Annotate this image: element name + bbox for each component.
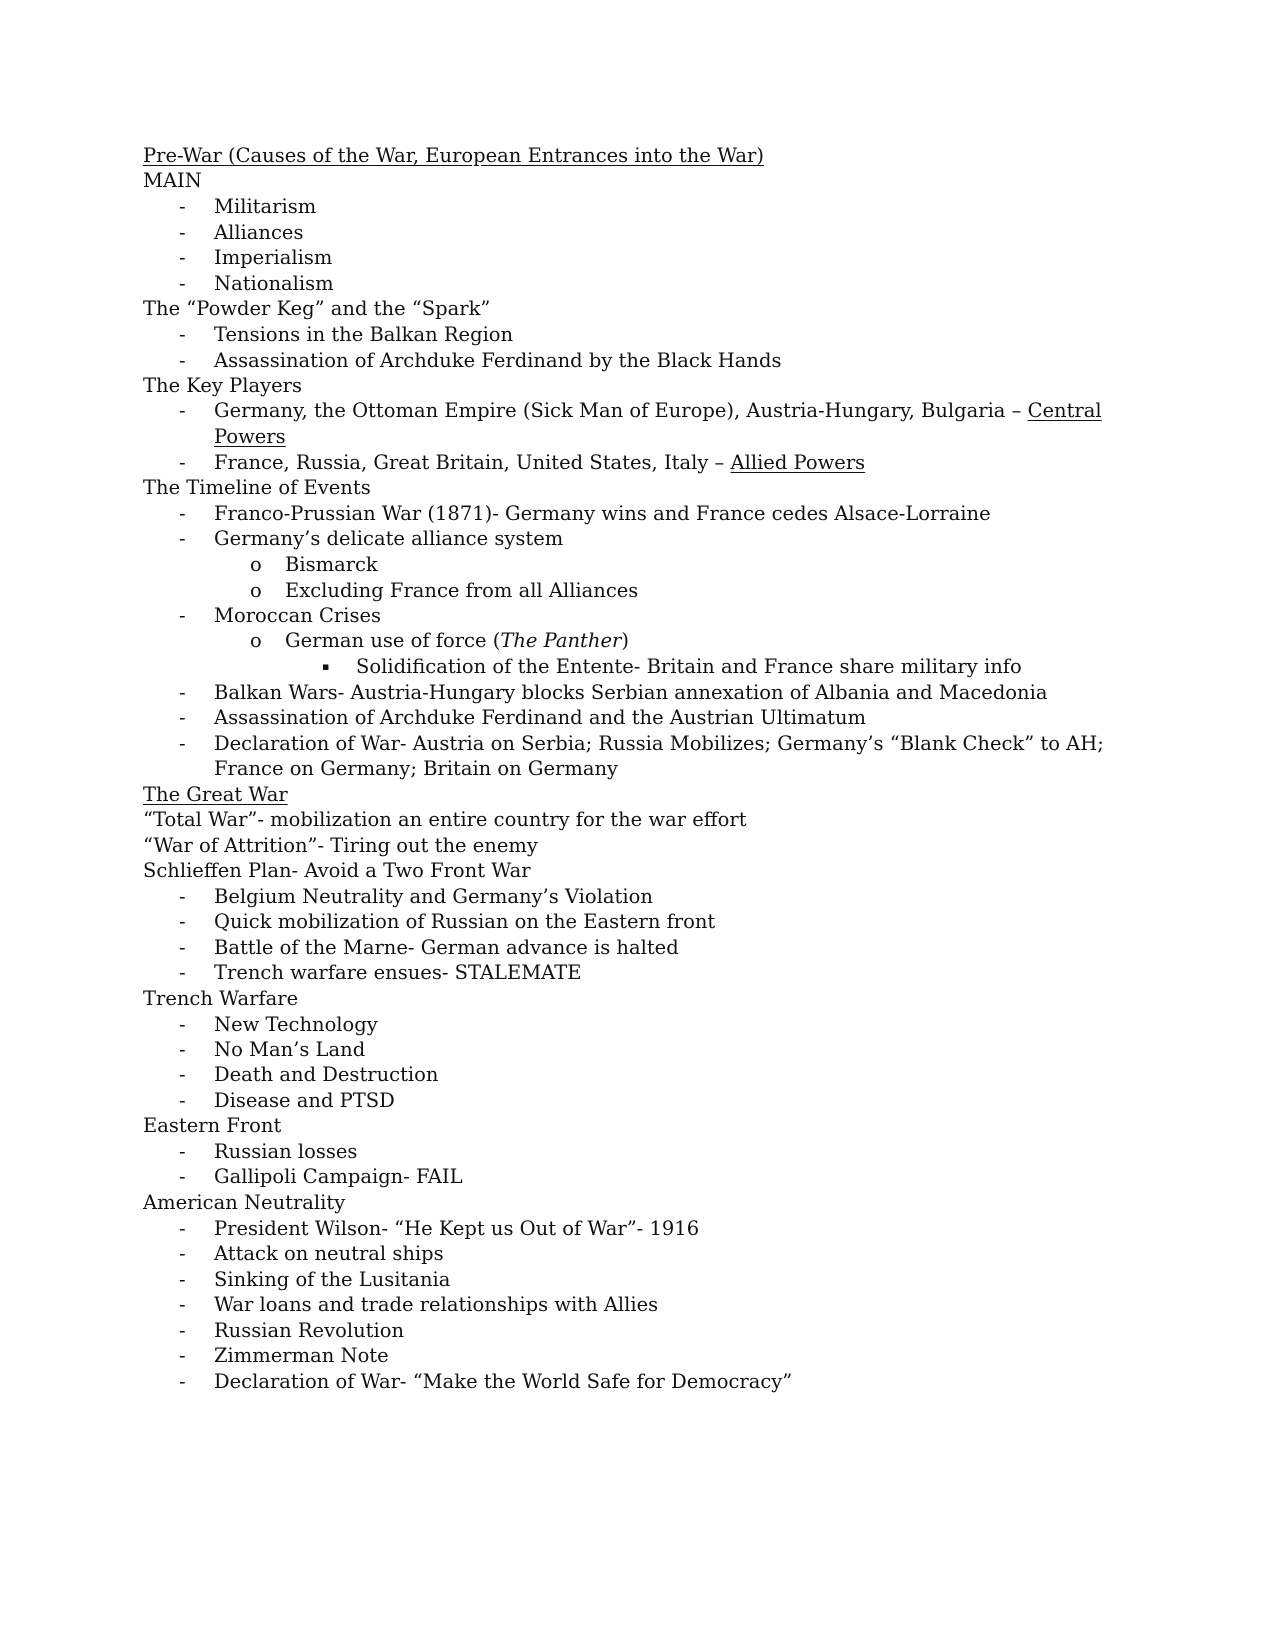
dash-bullet: - <box>179 502 186 525</box>
list-item: Battle of the Marne- German advance is halted <box>214 936 679 959</box>
sub-sub-list-item: Solidification of the Entente- Britain and France share military info <box>356 655 1022 678</box>
dash-bullet: - <box>179 732 186 755</box>
dash-bullet: - <box>179 885 186 908</box>
list-item: Death and Destruction <box>214 1063 439 1086</box>
list-item: President Wilson- “He Kept us Out of War”- 1916 <box>214 1217 700 1240</box>
key-players-label: The Key Players <box>143 374 302 397</box>
dash-bullet: - <box>179 1140 186 1163</box>
list-item: New Technology <box>214 1013 378 1036</box>
circle-bullet: o <box>250 579 262 602</box>
dash-bullet: - <box>179 1063 186 1086</box>
german-force-close: ) <box>621 629 629 652</box>
central-powers-term: Central <box>1027 399 1102 422</box>
dash-bullet: - <box>179 527 186 550</box>
list-item: Quick mobilization of Russian on the Eastern front <box>214 910 716 933</box>
list-item: Germany’s delicate alliance system <box>214 527 564 550</box>
list-item <box>214 450 865 476</box>
circle-bullet: o <box>250 553 262 576</box>
dash-bullet: - <box>179 681 186 704</box>
dash-bullet: - <box>179 1293 186 1316</box>
sub-list-item: Excluding France from all Alliances <box>285 579 639 602</box>
dash-bullet: - <box>179 246 186 269</box>
list-item: Russian Revolution <box>214 1319 405 1342</box>
list-item: Franco-Prussian War (1871)- Germany wins and France cedes Alsace-Lorraine <box>214 502 991 525</box>
dash-bullet: - <box>179 451 186 474</box>
dash-bullet: - <box>179 323 186 346</box>
list-item: Declaration of War- Austria on Serbia; Russia Mobilizes; Germany’s “Blank Check” to AH; <box>214 732 1104 755</box>
list-item: Zimmerman Note <box>214 1344 389 1367</box>
sub-list-item: Bismarck <box>285 553 378 576</box>
key-players-central-text: Germany, the Ottoman Empire (Sick Man of Europe), Austria-Hungary, Bulgaria – <box>214 399 1028 422</box>
sub-list-item <box>285 628 629 654</box>
dash-bullet: - <box>179 349 186 372</box>
list-item: Belgium Neutrality and Germany’s Violation <box>214 885 653 908</box>
dash-bullet: - <box>179 706 186 729</box>
list-item: Sinking of the Lusitania <box>214 1268 451 1291</box>
dash-bullet: - <box>179 1370 186 1393</box>
dash-bullet: - <box>179 1089 186 1112</box>
list-item: Alliances <box>214 221 304 244</box>
list-item: Nationalism <box>214 272 334 295</box>
dash-bullet: - <box>179 936 186 959</box>
list-item <box>214 398 1102 424</box>
list-item: Balkan Wars- Austria-Hungary blocks Serbian annexation of Albania and Macedonia <box>214 681 1048 704</box>
allied-powers-term: Allied Powers <box>730 451 866 474</box>
list-item: Attack on neutral ships <box>214 1242 444 1265</box>
list-item: Gallipoli Campaign- FAIL <box>214 1165 463 1188</box>
list-item: Imperialism <box>214 246 333 269</box>
dash-bullet: - <box>179 1038 186 1061</box>
list-item-continued: France on Germany; Britain on Germany <box>214 757 619 780</box>
dash-bullet: - <box>179 1344 186 1367</box>
schlieffen-label: Schlieffen Plan- Avoid a Two Front War <box>143 859 531 882</box>
list-item: Assassination of Archduke Ferdinand and the Austrian Ultimatum <box>214 706 867 729</box>
dash-bullet: - <box>179 961 186 984</box>
trench-label: Trench Warfare <box>143 987 299 1010</box>
main-label: MAIN <box>143 169 202 192</box>
dash-bullet: - <box>179 1165 186 1188</box>
dash-bullet: - <box>179 272 186 295</box>
dash-bullet: - <box>179 1217 186 1240</box>
list-item: Tensions in the Balkan Region <box>214 323 514 346</box>
key-players-allied-text: France, Russia, Great Britain, United States, Italy – <box>214 451 731 474</box>
dash-bullet: - <box>179 221 186 244</box>
list-item: Disease and PTSD <box>214 1089 395 1112</box>
dash-bullet: - <box>179 399 186 422</box>
eastern-label: Eastern Front <box>143 1114 282 1137</box>
list-item: Militarism <box>214 195 317 218</box>
total-war-line: “Total War”- mobilization an entire country for the war effort <box>143 808 747 831</box>
german-force-text: German use of force ( <box>285 629 501 652</box>
list-item: Russian losses <box>214 1140 358 1163</box>
list-item: Moroccan Crises <box>214 604 382 627</box>
timeline-label: The Timeline of Events <box>143 476 371 499</box>
list-item: Trench warfare ensues- STALEMATE <box>214 961 582 984</box>
list-item: Assassination of Archduke Ferdinand by the Black Hands <box>214 349 782 372</box>
dash-bullet: - <box>179 1013 186 1036</box>
list-item: No Man’s Land <box>214 1038 366 1061</box>
dash-bullet: - <box>179 195 186 218</box>
prewar-heading: Pre-War (Causes of the War, European Entrances into the War) <box>143 144 764 167</box>
central-powers-term-continued: Powers <box>214 425 286 448</box>
great-war-heading: The Great War <box>143 783 288 806</box>
square-bullet: ▪ <box>322 660 330 673</box>
attrition-line: “War of Attrition”- Tiring out the enemy <box>143 834 538 857</box>
panther-title: The Panther <box>500 629 622 652</box>
list-item: Declaration of War- “Make the World Safe for Democracy” <box>214 1370 793 1393</box>
dash-bullet: - <box>179 604 186 627</box>
dash-bullet: - <box>179 1319 186 1342</box>
dash-bullet: - <box>179 1268 186 1291</box>
american-label: American Neutrality <box>143 1191 346 1214</box>
list-item: War loans and trade relationships with Allies <box>214 1293 659 1316</box>
dash-bullet: - <box>179 1242 186 1265</box>
circle-bullet: o <box>250 629 262 652</box>
powder-keg-label: The “Powder Keg” and the “Spark” <box>143 297 491 320</box>
dash-bullet: - <box>179 910 186 933</box>
